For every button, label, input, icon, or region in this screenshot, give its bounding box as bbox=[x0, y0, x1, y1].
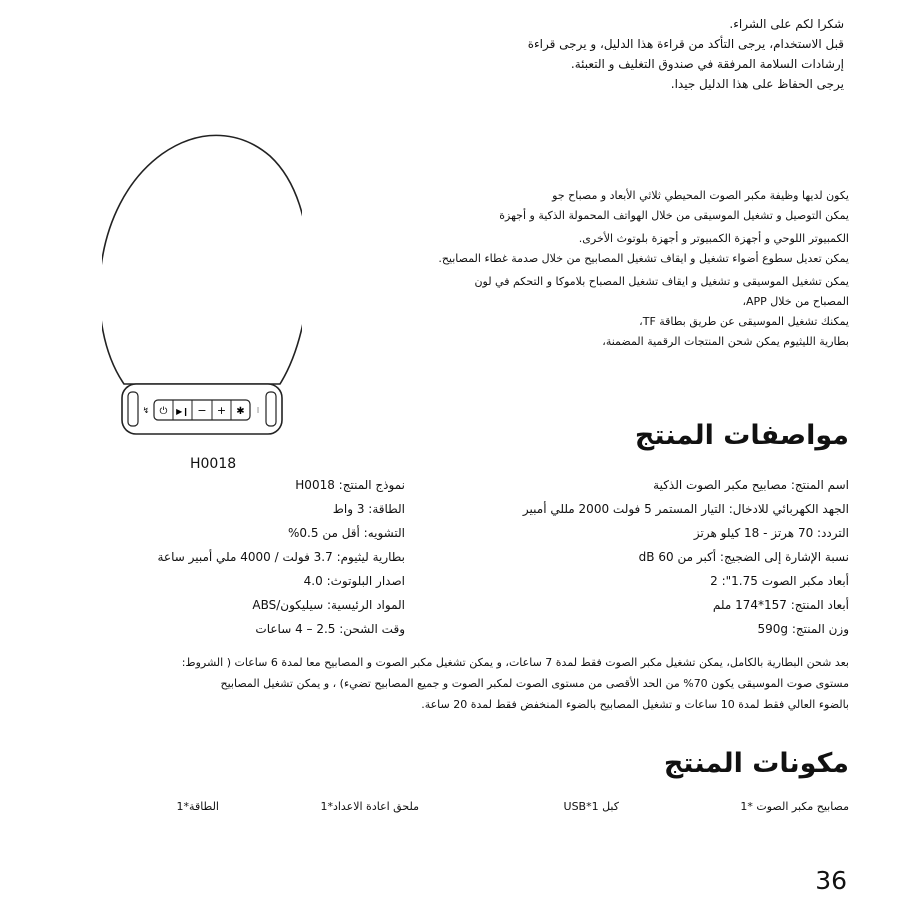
note-line: بعد شحن البطارية بالكامل، يمكن تشغيل مكبر الصوت فقط لمدة 7 ساعات، و يمكن تشغيل مكبر الصوت و المصابيح معا لمدة 6 ساعات ( الشروط: bbox=[181, 656, 849, 669]
features-list bbox=[419, 186, 849, 355]
note-line: بالضوء العالي فقط لمدة 10 ساعات و تشغيل المصابيح بالضوء المنخفض فقط لمدة 20 ساعة. bbox=[421, 698, 849, 711]
play-pause-button[interactable]: ▶❙ bbox=[176, 407, 189, 416]
feature-line: بطارية الليثيوم يمكن شحن المنتجات الرقمية المضمنة، bbox=[602, 335, 849, 348]
spec-item: وقت الشحن: 2.5 – 4 ساعات bbox=[255, 622, 405, 636]
model-label: H0018 bbox=[190, 456, 237, 472]
light-button[interactable]: ✱ bbox=[236, 406, 245, 417]
spec-item: التشويه: أقل من 0.5% bbox=[288, 526, 405, 540]
spec-item: اسم المنتج: مصابيح مكبر الصوت الذكية bbox=[653, 478, 849, 492]
component-item: الطاقة*1 bbox=[176, 800, 219, 813]
spec-item: التردد: 70 هرتز - 18 كيلو هرتز bbox=[693, 526, 849, 540]
intro-line: إرشادات السلامة المرفقة في صندوق التغليف و التعبئة. bbox=[570, 57, 844, 71]
components-heading: مكونات المنتج bbox=[663, 748, 849, 779]
spec-item: الطاقة: 3 واط bbox=[332, 502, 405, 516]
spec-item: نسبة الإشارة إلى الضجيج: أكبر من 60 dB bbox=[638, 550, 849, 564]
speaker-lamp-illustration bbox=[102, 126, 302, 444]
feature-line: يمكن تشغيل الموسيقى و تشغيل و ايقاف تشغيل المصباح بلاموكا و التحكم في لون bbox=[474, 275, 849, 288]
intro-line: قبل الاستخدام، يرجى التأكد من قراءة هذا الدليل، و يرجى قراءة bbox=[527, 37, 844, 51]
feature-line: المصباح من خلال APP، bbox=[742, 295, 849, 308]
volume-down-button[interactable]: − bbox=[197, 404, 207, 417]
feature-line: يمكن تعديل سطوع أضواء تشغيل و ايقاف تشغيل المصابيح من خلال صدمة غطاء المصابيح. bbox=[438, 252, 849, 265]
intro-line: شكرا لكم على الشراء. bbox=[729, 17, 844, 31]
feature-line: الكمبيوتر اللوحي و أجهزة الكمبيوتر و أجهزة بلوتوث الأخرى. bbox=[578, 232, 849, 245]
specs-heading: مواصفات المنتج bbox=[634, 420, 849, 451]
battery-note bbox=[59, 652, 849, 715]
power-button[interactable]: ⏻ bbox=[159, 406, 168, 417]
mic-icon: ↯ bbox=[142, 406, 150, 415]
spec-item: المواد الرئيسية: سيليكون/ABS bbox=[252, 598, 405, 612]
component-item: كبل USB*1 bbox=[563, 800, 619, 813]
intro-line: يرجى الحفاظ على هذا الدليل جيدا. bbox=[670, 77, 844, 91]
spec-item: وزن المنتج: 590g bbox=[757, 622, 849, 636]
page-number: 36 bbox=[815, 866, 847, 895]
component-item: مصابيح مكبر الصوت *1 bbox=[740, 800, 849, 813]
spec-item: بطارية ليثيوم: 3.7 فولت / 4000 ملي أمبير ساعة bbox=[157, 550, 405, 564]
feature-line: يمكن التوصيل و تشغيل الموسيقى من خلال الهواتف المحمولة الذكية و أجهزة bbox=[499, 209, 849, 222]
spec-item: أبعاد مكبر الصوت 1.75": 2 bbox=[710, 574, 849, 588]
spec-item: الجهد الكهربائي للادخال: التيار المستمر 5 فولت 2000 مللي أمبير bbox=[522, 502, 849, 516]
feature-line: يكون لديها وظيفة مكبر الصوت المحيطي ثلاثي الأبعاد و مصباح جو bbox=[552, 189, 849, 202]
spec-item: نموذج المنتج: H0018 bbox=[295, 478, 405, 492]
speaker-globe-icon bbox=[102, 135, 302, 384]
intro-text bbox=[404, 14, 844, 94]
spec-item: اصدار البلوتوث: 4.0 bbox=[303, 574, 405, 588]
led-icon: ⁝ bbox=[256, 406, 260, 415]
note-line: مستوى صوت الموسيقى يكون 70% من الحد الأقصى من مستوى الصوت لمكبر الصوت و جميع المصابيح تضيء) ، و يمكن تشغيل المصابيح bbox=[220, 677, 849, 690]
feature-line: يمكنك تشغيل الموسيقى عن طريق بطاقة TF، bbox=[639, 315, 849, 328]
component-item: ملحق اعادة الاعداد*1 bbox=[320, 800, 419, 813]
spec-item: أبعاد المنتج: 157*174 ملم bbox=[712, 598, 849, 612]
volume-up-button[interactable]: + bbox=[216, 404, 227, 417]
